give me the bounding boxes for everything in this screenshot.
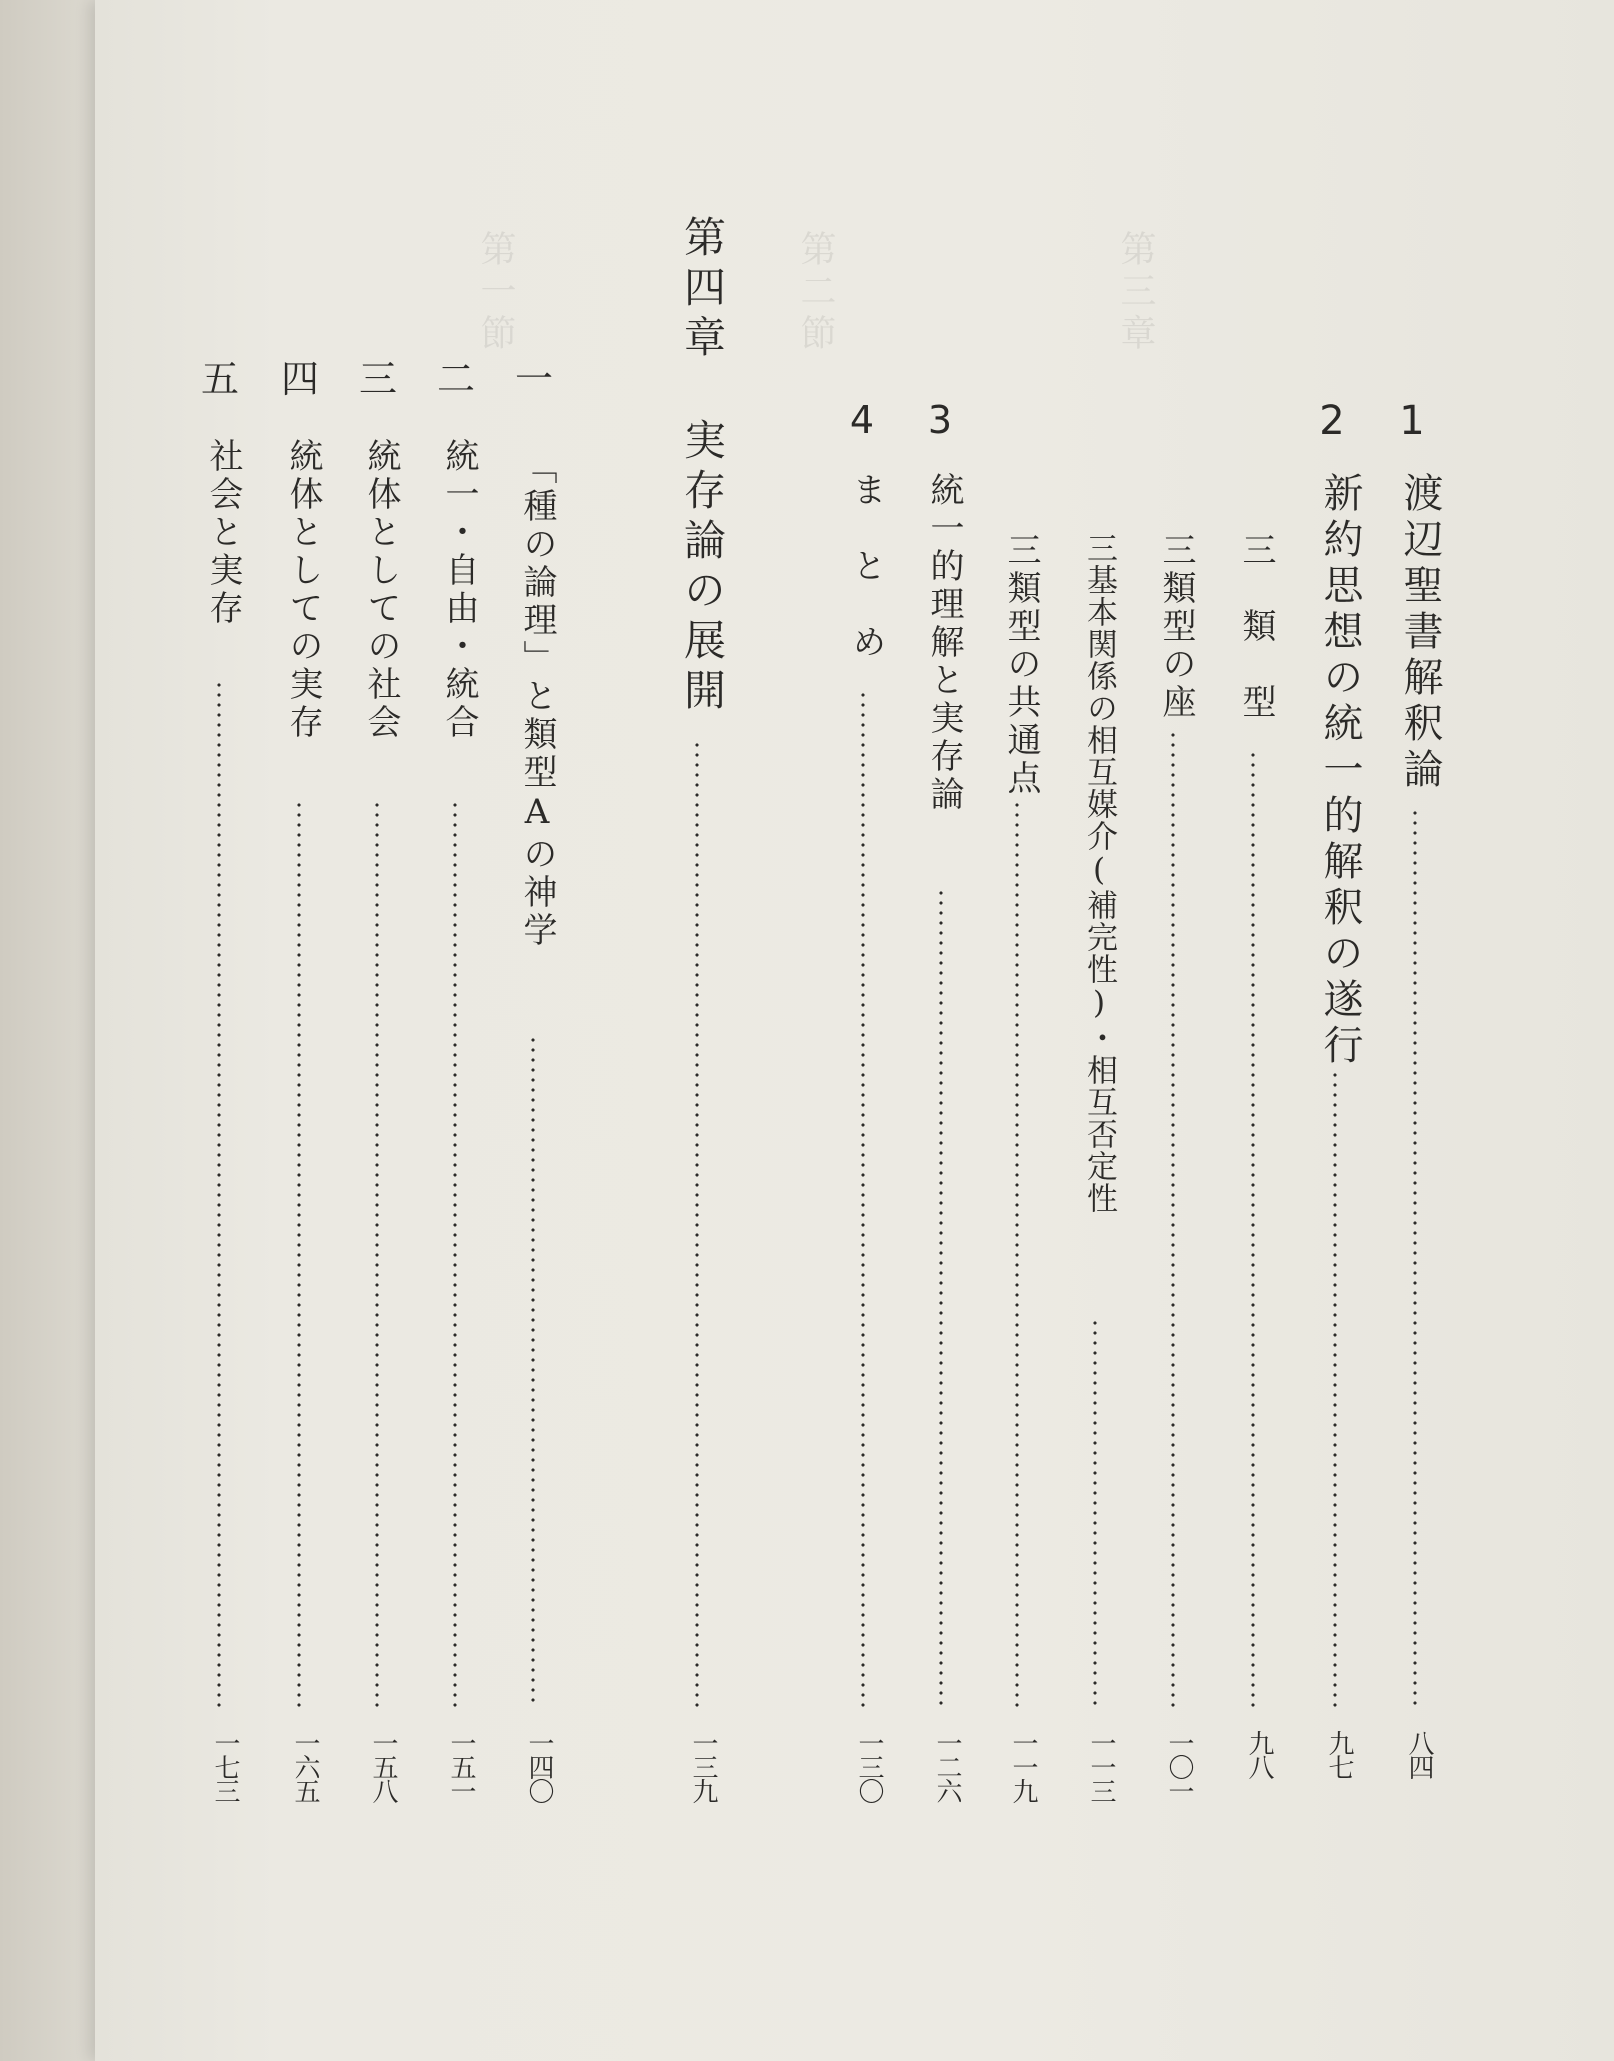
toc-page-6[interactable]: 一一九 (1008, 1730, 1038, 1802)
toc-title-9[interactable]: 実存論の展開 (678, 418, 727, 718)
show-through-text: 第三章 (1115, 230, 1156, 356)
show-through-text: 第二節 (795, 230, 836, 356)
toc-marker-11: 二 (436, 357, 475, 401)
toc-title-4[interactable]: 三類型の座 (1156, 532, 1196, 722)
toc-title-13[interactable]: 統体としての実存 (283, 438, 323, 742)
toc-title-5[interactable]: 三基本関係の相互媒介(補完性)・相互否定性 (1081, 532, 1117, 1214)
toc-title-1[interactable]: 渡辺聖書解釈論 (1397, 472, 1443, 794)
toc-title-10[interactable]: 「種の論理」と類型Aの神学 (517, 450, 557, 950)
leader-dots-4 (1171, 730, 1175, 1708)
leader-dots-8 (861, 690, 865, 1708)
toc-marker-2: 2 (1319, 398, 1345, 444)
leader-dots-6 (1015, 800, 1019, 1708)
leader-dots-1 (1413, 808, 1417, 1708)
toc-title-7[interactable]: 統一的理解と実存論 (924, 472, 964, 814)
leader-dots-3 (1251, 750, 1255, 1708)
toc-page-8[interactable]: 一三〇 (854, 1730, 884, 1802)
toc-title-12[interactable]: 統体としての社会 (361, 438, 401, 742)
toc-marker-7: 3 (927, 398, 953, 442)
toc-marker-1: 1 (1399, 398, 1425, 444)
toc-chapter-marker-9: 第四章 (678, 215, 727, 365)
toc-title-8[interactable]: ま と め (846, 472, 886, 662)
toc-marker-14: 五 (200, 357, 239, 401)
page-gutter (0, 0, 95, 2061)
toc-page-10[interactable]: 一四〇 (524, 1730, 554, 1802)
toc-page-14[interactable]: 一七三 (210, 1730, 240, 1802)
leader-dots-13 (297, 800, 301, 1708)
toc-page-13[interactable]: 一六五 (290, 1730, 320, 1802)
toc-marker-12: 三 (358, 357, 397, 401)
leader-dots-14 (217, 680, 221, 1708)
toc-marker-10: 一 (514, 357, 553, 401)
show-through-text: 第一節 (475, 230, 516, 356)
leader-dots-9 (695, 740, 699, 1708)
toc-page-2[interactable]: 九七 (1324, 1730, 1354, 1778)
leader-dots-10 (531, 1035, 535, 1708)
leader-dots-5 (1093, 1318, 1097, 1708)
toc-page-1[interactable]: 八四 (1404, 1730, 1434, 1778)
toc-title-14[interactable]: 社会と実存 (203, 438, 243, 628)
toc-page-5[interactable]: 一一三 (1086, 1730, 1116, 1802)
toc-page-4[interactable]: 一〇一 (1164, 1730, 1194, 1802)
leader-dots-11 (453, 800, 457, 1708)
toc-title-3[interactable]: 三 類 型 (1236, 532, 1276, 722)
toc-page-7[interactable]: 一二六 (932, 1730, 962, 1802)
leader-dots-7 (939, 888, 943, 1708)
book-page (95, 0, 1614, 2061)
toc-page-9[interactable]: 一三九 (688, 1730, 718, 1802)
leader-dots-12 (375, 800, 379, 1708)
toc-page-11[interactable]: 一五一 (446, 1730, 476, 1802)
toc-page-3[interactable]: 九八 (1244, 1730, 1274, 1778)
toc-title-2[interactable]: 新約思想の統一的解釈の遂行 (1317, 472, 1363, 1070)
toc-title-11[interactable]: 統一・自由・統合 (439, 438, 479, 742)
toc-marker-8: 4 (849, 398, 875, 442)
toc-marker-13: 四 (280, 357, 319, 401)
leader-dots-2 (1333, 1070, 1337, 1708)
toc-page-12[interactable]: 一五八 (368, 1730, 398, 1802)
toc-title-6[interactable]: 三類型の共通点 (1001, 532, 1041, 798)
